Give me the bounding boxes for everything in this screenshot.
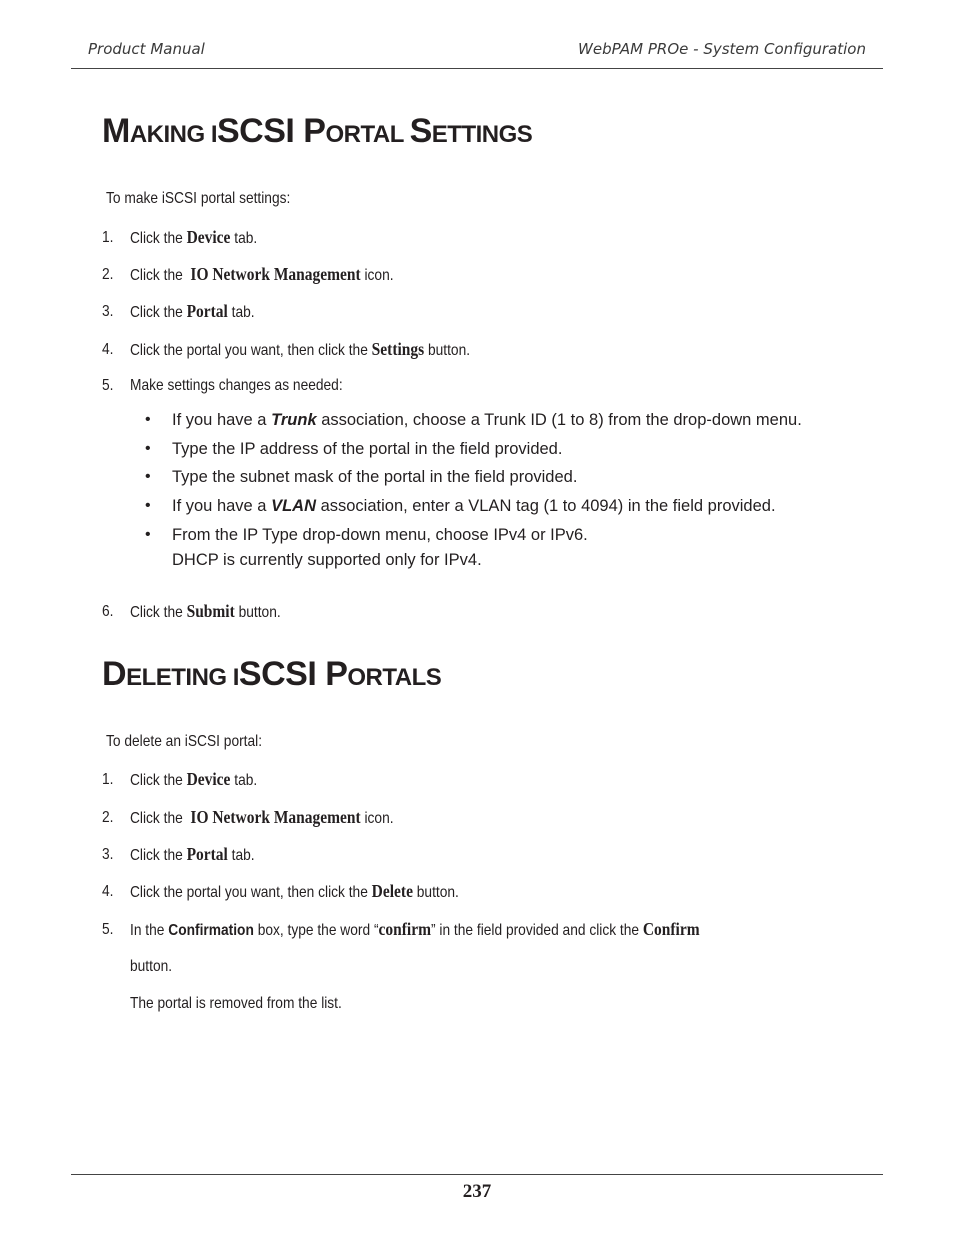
bullet-ip-type: From the IP Type drop-down menu, choose IPv4 or IPv6.	[172, 526, 588, 544]
step-number: 1.	[102, 229, 114, 246]
bullet-ip-address: Type the IP address of the portal in the field provided.	[172, 440, 563, 458]
section2-step-5-continuation: button.	[130, 958, 173, 975]
bullet-subnet-mask: Type the subnet mask of the portal in the field provided.	[172, 468, 578, 486]
step-number: 1.	[102, 771, 114, 788]
bullet-icon: •	[145, 440, 151, 457]
header-rule	[71, 68, 883, 69]
section2-step-2: Click the IO Network Management icon.	[130, 807, 394, 827]
page-number: 237	[462, 1181, 492, 1202]
section2-step-5: In the Confirmation box, type the word “confirm” in the field provided and click the Confirm	[130, 919, 700, 939]
section2-intro: To delete an iSCSI portal:	[106, 733, 263, 750]
section2-step-1: Click the Device tab.	[130, 769, 258, 789]
section1-step-1: Click the Device tab.	[130, 227, 258, 247]
bullet-icon: •	[145, 497, 151, 514]
section2-step-4: Click the portal you want, then click the Delete button.	[130, 881, 459, 901]
section1-step-5: Make settings changes as needed:	[130, 377, 343, 394]
step-number: 5.	[102, 377, 114, 394]
section1-step-3: Click the Portal tab.	[130, 301, 255, 321]
section1-step-6: Click the Submit button.	[130, 601, 281, 621]
bullet-icon: •	[145, 468, 151, 485]
section2-result: The portal is removed from the list.	[130, 995, 342, 1012]
section1-step-2: Click the IO Network Management icon.	[130, 264, 394, 284]
step-number: 6.	[102, 603, 114, 620]
step-number: 5.	[102, 921, 114, 938]
step-number: 4.	[102, 883, 114, 900]
bullet-icon: •	[145, 526, 151, 543]
bullet-trunk: If you have a Trunk association, choose a Trunk ID (1 to 8) from the drop-down menu.	[172, 411, 802, 429]
bullet-icon: •	[145, 411, 151, 428]
header-chapter-title: WebPAM PROe - System Configuration	[578, 40, 866, 58]
step-number: 2.	[102, 266, 114, 283]
section-title-deleting-iscsi-portals: DELETING ISCSI PORTALS	[102, 655, 442, 693]
step-number: 4.	[102, 341, 114, 358]
section-title-making-iscsi-portal-settings: MAKING ISCSI PORTAL SETTINGS	[102, 112, 533, 150]
step-number: 3.	[102, 303, 114, 320]
footer-rule	[71, 1174, 883, 1175]
section2-step-3: Click the Portal tab.	[130, 844, 255, 864]
step-number: 2.	[102, 809, 114, 826]
header-product-manual: Product Manual	[88, 40, 205, 58]
section1-intro: To make iSCSI portal settings:	[106, 190, 291, 207]
section1-step-4: Click the portal you want, then click the Settings button.	[130, 339, 471, 359]
step-number: 3.	[102, 846, 114, 863]
bullet-dhcp-note: DHCP is currently supported only for IPv4.	[172, 551, 482, 569]
bullet-vlan: If you have a VLAN association, enter a VLAN tag (1 to 4094) in the field provided.	[172, 497, 776, 515]
